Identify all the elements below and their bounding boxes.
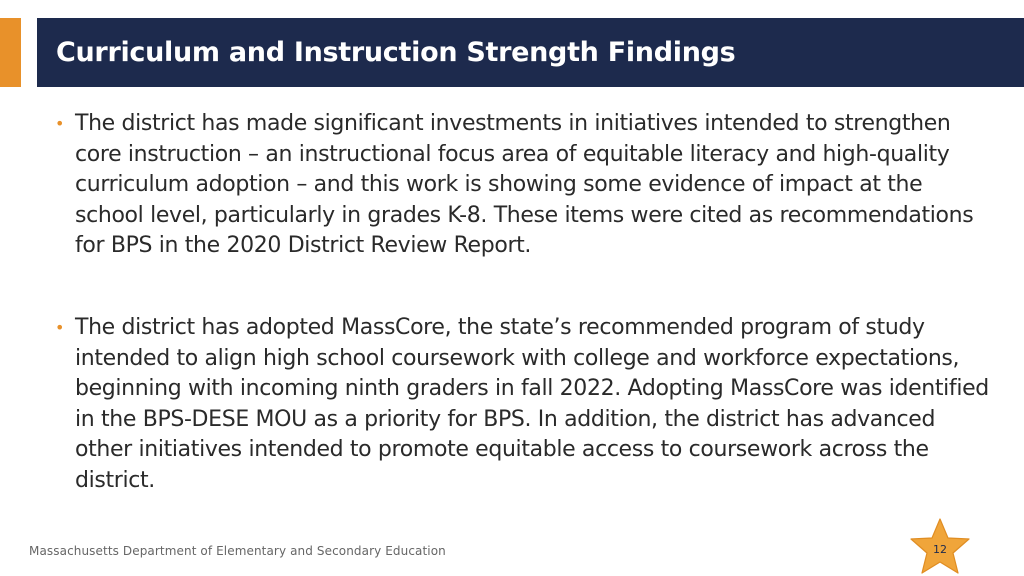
bullet-text: The district has adopted MassCore, the state’s recommended program of study intended to align high school coursework with college and workforce expectations, beginning with incoming ninth graders in fall 2022. Adopting MassCore was identified in the BPS-DESE MOU as a priority for BPS. In addition, the district has advanced other initiatives intended to promote equitable access to coursework across the district. [75, 314, 989, 493]
bullet-item [55, 313, 995, 497]
bullet-marker: • [55, 114, 65, 133]
bullet-text: The district has made significant investments in initiatives intended to strengthen core instruction – an instructional focus area of equitable literacy and high-quality curriculum adoption – and this work is showing some evidence of impact at the school level, particularly in grades K-8. These items were cited as recommendations for BPS in the 2020 District Review Report. [75, 111, 974, 259]
accent-bar [0, 18, 21, 87]
page-number: 12 [933, 543, 947, 556]
bullet-item [55, 109, 995, 262]
footer-text: Massachusetts Department of Elementary and Secondary Education [29, 544, 446, 558]
page-badge [908, 516, 972, 576]
title-bar [37, 18, 1024, 87]
bullet-marker: • [55, 317, 65, 337]
bullet-list [55, 109, 995, 497]
page-title: Curriculum and Instruction Strength Findings [56, 37, 736, 68]
